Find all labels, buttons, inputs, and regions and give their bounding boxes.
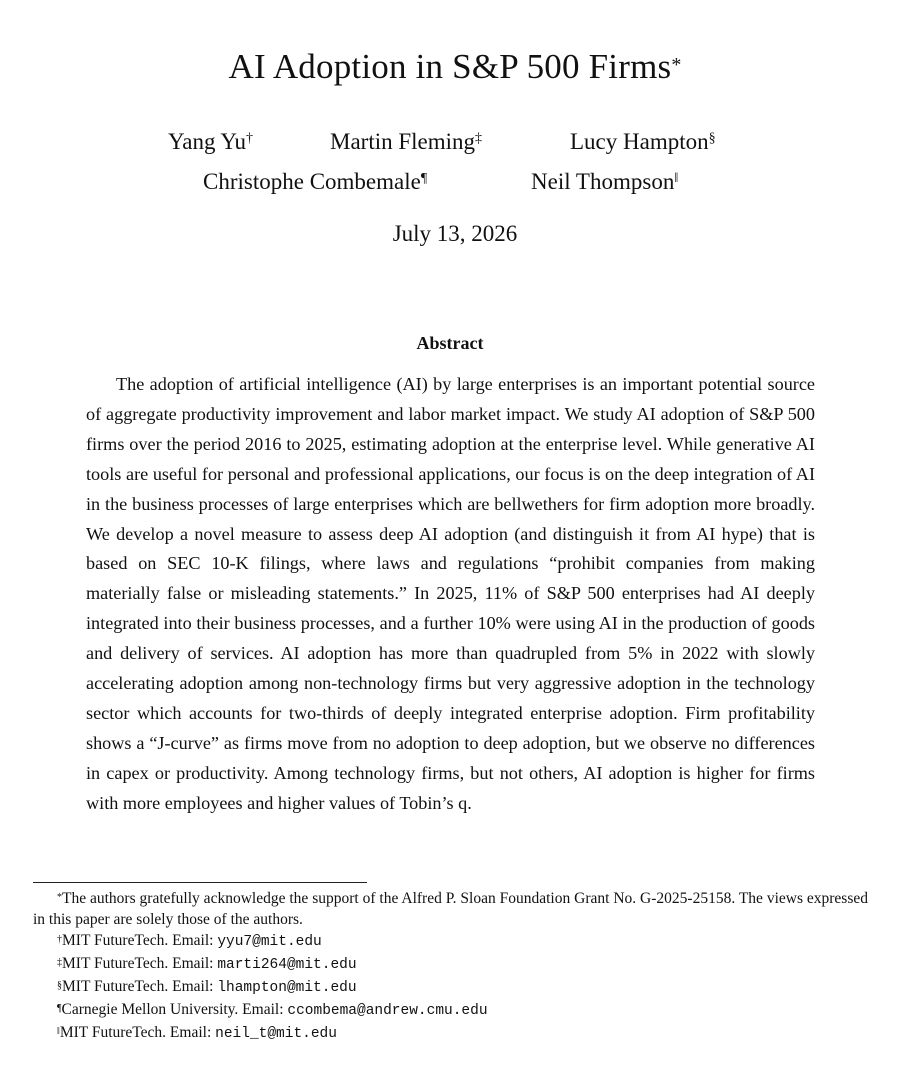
title-text: AI Adoption in S&P 500 Firms (228, 47, 672, 86)
author-yang-yu (168, 127, 253, 157)
footnote-rule (33, 882, 367, 883)
email-link[interactable]: neil_t@mit.edu (215, 1026, 337, 1042)
footnote-yang-yu (33, 930, 868, 953)
footnote-lucy-hampton (33, 976, 868, 999)
footnote-text: The authors gratefully acknowledge the support of the Alfred P. Sloan Foundation Grant No. G-2025-25158. The views expressed in this paper are solely those of the authors. (33, 890, 868, 928)
footnote-mark: § (57, 980, 62, 991)
email-link[interactable]: yyu7@mit.edu (217, 934, 322, 950)
author-name: Martin Fleming (330, 129, 476, 154)
paper-date: July 13, 2026 (392, 221, 518, 246)
footnote-text: MIT FutureTech. Email: (59, 1024, 216, 1041)
author-mark: ‖ (674, 171, 679, 186)
author-mark: ‡ (475, 131, 483, 146)
footnote-mark: * (57, 892, 62, 903)
footnote-mark: ‖ (57, 1026, 60, 1037)
footnote-mark: ‡ (57, 957, 62, 968)
author-lucy-hampton (570, 127, 716, 157)
footnotes (33, 888, 868, 1045)
author-name: Lucy Hampton (570, 129, 709, 154)
author-mark: ¶ (420, 171, 428, 186)
author-name: Yang Yu (168, 129, 246, 154)
author-neil-thompson (531, 167, 678, 197)
footnote-text: MIT FutureTech. Email: (62, 955, 218, 972)
abstract-text: The adoption of artificial intelligence (AI) by large enterprises is an important potential source of aggregate productivity improvement and labor market impact. We study AI adoption of S&P 500 firms over the period 2016 to 2025, estimating adoption at the enterprise level. While generative AI tools are useful for personal and professional applications, our focus is on the deep integration of AI in the business processes of large enterprises which are bellwethers for firm adoption more broadly. We develop a novel measure to assess deep AI adoption (and distinguish it from AI hype) that is based on SEC 10-K filings, where laws and regulations “prohibit companies from making materially false or misleading statements.” In 2025, 11% of S&P 500 enterprises had AI deeply integrated into their business processes, and a further 10% were using AI in the production of goods and delivery of services. AI adoption has more than quadrupled from 5% in 2022 with slowly accelerating adoption among non-technology firms but very aggressive adoption in the technology sector which accounts for two-thirds of deeply integrated enterprise adoption. Firm profitability shows a “J-curve” as firms move from no adoption to deep adoption, but we observe no differences in capex or productivity. Among technology firms, but not others, AI adoption is higher for firms with more employees and higher values of Tobin’s q. (86, 374, 815, 813)
author-christophe-combemale (203, 167, 427, 197)
author-name: Neil Thompson (531, 169, 675, 194)
authors-row-1 (0, 127, 910, 157)
footnote-mark: ¶ (57, 1003, 62, 1014)
email-link[interactable]: marti264@mit.edu (217, 957, 357, 973)
title-footnote-mark: * (671, 54, 682, 76)
author-mark: † (245, 131, 253, 146)
footnote-acknowledgement (33, 888, 868, 930)
abstract-heading: Abstract (416, 333, 484, 353)
email-link[interactable]: lhampton@mit.edu (217, 980, 357, 996)
paper-title (0, 46, 910, 88)
footnote-neil-thompson (33, 1022, 868, 1045)
footnote-martin-fleming (33, 953, 868, 976)
footnote-text: MIT FutureTech. Email: (62, 932, 218, 949)
email-link[interactable]: ccombema@andrew.cmu.edu (287, 1003, 488, 1019)
authors-row-2 (0, 167, 910, 197)
footnote-text: MIT FutureTech. Email: (62, 978, 218, 995)
author-mark: § (708, 131, 716, 146)
author-martin-fleming (330, 127, 482, 157)
footnote-mark: † (57, 934, 62, 945)
author-name: Christophe Combemale (203, 169, 421, 194)
footnote-text: Carnegie Mellon University. Email: (61, 1001, 288, 1018)
footnote-christophe-combemale (33, 999, 868, 1022)
